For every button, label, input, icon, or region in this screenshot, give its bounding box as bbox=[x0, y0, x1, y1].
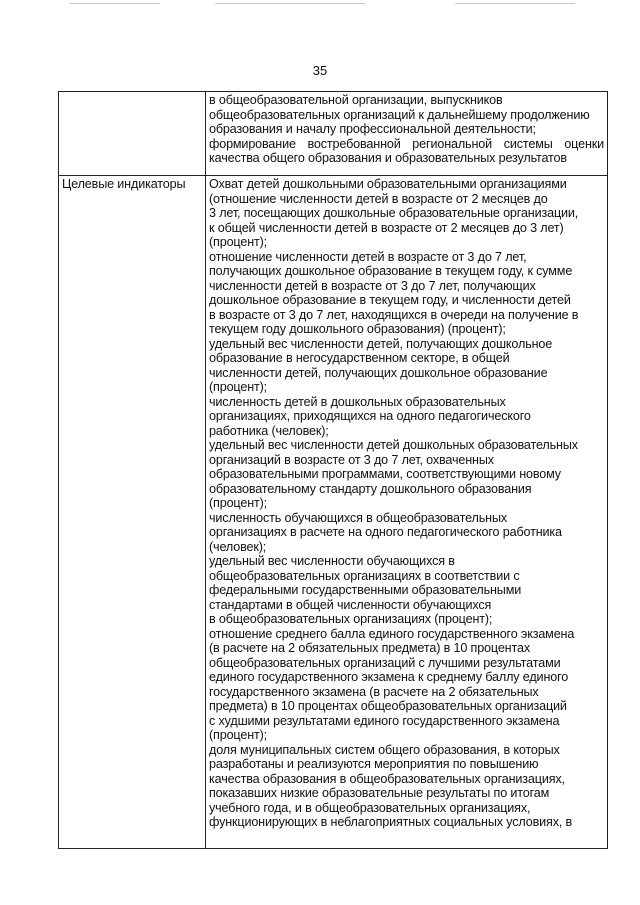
table-row bbox=[59, 92, 608, 176]
text-line: численности детей в возрасте от 3 до 7 лет, получающих bbox=[209, 278, 536, 293]
text-line: стандартами в общей численности обучающихся bbox=[209, 597, 492, 612]
text-line: удельный вес численности детей дошкольных образовательных bbox=[209, 438, 578, 452]
scan-edge-line bbox=[215, 3, 365, 4]
text-line: (процент); bbox=[209, 235, 268, 249]
text-line: единого государственного экзамена к среднему баллу единого bbox=[209, 670, 569, 684]
row-content-cell bbox=[206, 176, 608, 849]
text-line: разработаны и реализуются мероприятия по повышению bbox=[209, 757, 539, 771]
text-line: (человек); bbox=[209, 539, 267, 554]
row-label-cell bbox=[59, 92, 206, 176]
text-line: образование в негосударственном секторе, в общей bbox=[209, 351, 510, 365]
scan-edge-line bbox=[455, 3, 575, 4]
text-line: организациях, приходящихся на одного педагогического bbox=[209, 409, 531, 423]
text-line: организациях в расчете на одного педагогического работника bbox=[209, 525, 562, 539]
text-line: (в расчете на 2 обязательных предмета) в 10 процентах bbox=[209, 641, 530, 655]
text-line: общеобразовательных организаций с лучшими результатами bbox=[209, 655, 561, 670]
text-line: к общей численности детей в возрасте от 2 месяцев до 3 лет) bbox=[209, 220, 564, 235]
text-line: с худшими результатами единого государственного экзамена bbox=[209, 713, 560, 728]
text-line: образования и началу профессиональной деятельности; bbox=[209, 122, 536, 136]
text-line: организаций в возрасте от 3 до 7 лет, охваченных bbox=[209, 452, 494, 467]
text-line: функционирующих в неблагоприятных социальных условиях, в bbox=[209, 815, 573, 829]
text-line: численности детей, получающих дошкольное образование bbox=[209, 365, 548, 380]
text-line: в общеобразовательных организациях (процент); bbox=[209, 612, 493, 626]
text-line: качества общего образования и образовательных результатов bbox=[209, 151, 567, 165]
text-line: качества образования в общеобразовательных организациях, bbox=[209, 771, 565, 786]
text-line: федеральными государственными образовательными bbox=[209, 583, 522, 597]
text-line: образовательными программами, соответствующими новому bbox=[209, 467, 561, 481]
text-line: Охват детей дошкольными образовательными организациями bbox=[209, 177, 567, 191]
text-line: формирование востребованной региональной системы оценки bbox=[209, 136, 604, 151]
text-line: 3 лет, посещающих дошкольные образовательные организации, bbox=[209, 206, 579, 220]
text-line: удельный вес численности детей, получающих дошкольное bbox=[209, 336, 553, 351]
text-line: получающих дошкольное образование в текущем году, к сумме bbox=[209, 264, 573, 278]
text-line: текущем году дошкольного образования) (процент); bbox=[209, 322, 506, 336]
text-line: численность обучающихся в общеобразовательных bbox=[209, 510, 508, 525]
text-line: доля муниципальных систем общего образования, в которых bbox=[209, 742, 560, 757]
text-line: государственного экзамена (в расчете на 2 обязательных bbox=[209, 684, 539, 699]
text-line: (процент); bbox=[209, 496, 268, 510]
text-line: образовательному стандарту дошкольного образования bbox=[209, 481, 532, 496]
text-line: (отношение численности детей в возрасте от 2 месяцев до bbox=[209, 191, 548, 206]
text-line: численность детей в дошкольных образовательных bbox=[209, 394, 506, 409]
text-line: удельный вес численности обучающихся в bbox=[209, 554, 455, 568]
text-line: (процент); bbox=[209, 728, 268, 742]
text-line: в общеобразовательной организации, выпускников bbox=[209, 93, 503, 107]
row-content-cell bbox=[206, 92, 608, 176]
text-line: общеобразовательных организациях в соответствии с bbox=[209, 568, 520, 583]
text-line: работника (человек); bbox=[209, 423, 329, 438]
text-line: отношение среднего балла единого государственного экзамена bbox=[209, 626, 575, 641]
text-line: предмета) в 10 процентах общеобразовательных организаций bbox=[209, 699, 567, 713]
text-line: показавших низкие образовательные результаты по итогам bbox=[209, 786, 550, 800]
page-number: 35 bbox=[312, 63, 328, 78]
text-line: в возрасте от 3 до 7 лет, находящихся в очереди на получение в bbox=[209, 307, 579, 322]
text-line: общеобразовательных организаций к дальнейшему продолжению bbox=[209, 107, 590, 122]
text-line: дошкольное образование в текущем году, и численности детей bbox=[209, 293, 571, 307]
text-line: учебного года, и в общеобразовательных организациях, bbox=[209, 800, 531, 815]
row-label-cell: Целевые индикаторы bbox=[59, 176, 206, 849]
scan-edge-line bbox=[70, 3, 160, 4]
table-row bbox=[59, 176, 608, 849]
text-line: (процент); bbox=[209, 380, 268, 394]
text-line: отношение численности детей в возрасте от 3 до 7 лет, bbox=[209, 249, 527, 264]
program-passport-table bbox=[58, 91, 608, 849]
